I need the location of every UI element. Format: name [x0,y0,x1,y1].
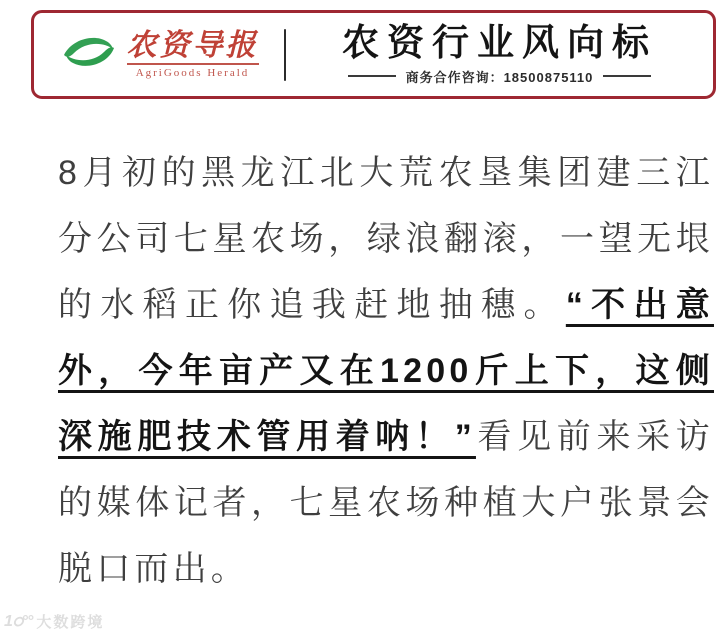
brand-underline [127,63,259,65]
brand-name: 农资导报 [126,29,259,62]
watermark-text: 大数跨境 [36,614,105,631]
header-title-area [286,24,713,86]
contact-dash-right [603,75,651,77]
contact-phone: 商务合作咨询：18500875110 [405,69,594,85]
header-title: 农资行业风向标 [342,22,657,64]
article-text-before: 8月初的黑龙江北大荒农垦集团建三江分公司七星农场，绿浪翻滚，一望无垠的水稻正你追我赶地抽穗。 [58,154,714,324]
article-body [58,140,714,602]
article-paragraph [58,140,714,602]
brand-subtitle: AgriGoods Herald [135,67,250,79]
watermark-logo-icon: 1ഠ°° [4,612,33,630]
contact-dash-left [348,75,396,77]
brand-area [34,30,284,79]
article-text-after: 看见前来采访的媒体记者，七星农场种植大户张景会脱口而出。 [58,418,715,588]
brand-text-block [127,30,259,79]
article-highlight-quote: “不出意外，今年亩产又在1200斤上下，这侧深施肥技术管用着呐！” [58,286,714,456]
header-banner [31,10,716,99]
green-swirl-icon [60,31,118,78]
watermark [4,611,104,632]
contact-row [348,67,652,86]
